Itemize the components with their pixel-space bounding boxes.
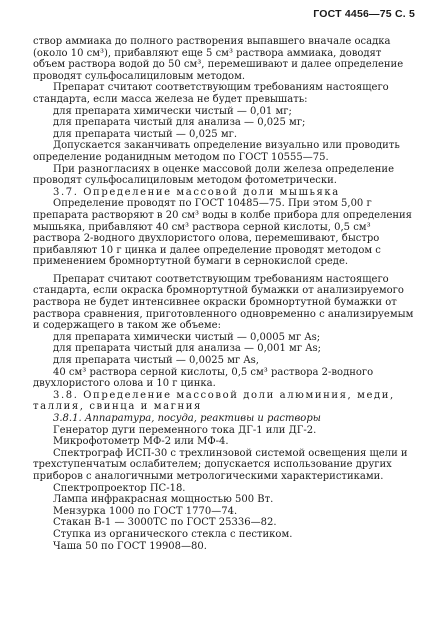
equipment-line: Генератор дуги переменного тока ДГ-1 или ДГ-2. — [53, 424, 317, 436]
equipment-line: Ступка из органического стекла с пестиком. — [53, 528, 293, 540]
paragraph-reagents: 40 см³ раствора серной кислоты, 0,5 см³ раствора 2-водного двухлористого олова и 10 г цинка. — [33, 366, 374, 390]
equipment-line: Лампа инфракрасная мощностью 500 Вт. — [53, 494, 274, 506]
section-heading: 3.7. Определение массовой доли мышьяка — [53, 186, 340, 198]
section-heading: 3.8. Определение массовой доли алюминия, меди, таллия, свинца и магния — [33, 389, 395, 413]
document-body — [33, 36, 414, 552]
paragraph-arsenic-requirement: Препарат считают соответствующим требованиям настоящего стандарта, если окраска бромнортутной бумажки от анализируемого раствора не будет интенсивнее окраски бромнортутной бумажки от раствора сравнения, приготовленного одновременно с анализируемым и содержащего в таком же объеме: — [33, 273, 414, 332]
limit-line: для препарата чистый для анализа — 0,001 мг As; — [53, 343, 321, 355]
limit-line: для препарата чистый — 0,025 мг. — [53, 128, 238, 140]
limit-line: для препарата химически чистый — 0,0005 мг As; — [53, 331, 321, 343]
equipment-line: Стакан В-1 — 3000ТС по ГОСТ 25336—82. — [53, 517, 277, 529]
limit-line: для препарата чистый для анализа — 0,025 мг; — [53, 117, 306, 129]
paragraph-ammonia: створ аммиака до полного растворения выпавшего вначале осадка (около 10 см³), прибавляют еще 5 см³ раствора аммиака, доводят объем раствора водой до 50 см³, перемешивают и далее определение проводят сульфосалициловым методом. — [33, 36, 404, 82]
paragraph-arsenic-method: Определение проводят по ГОСТ 10485—75. При этом 5,00 г препарата растворяют в 20 см³ воды в колбе прибора для определения мышьяка, прибавляют 40 см³ раствора серной кислоты, 0,5 см³ раствора 2-водного двухлористого олова, перемешивают, быстро прибавляют 10 г цинка и далее определение проводят методом с применением бромнортутной бумаги в сернокислой среде. — [33, 198, 412, 268]
paragraph-visual-method: Допускается заканчивать определение визуально или проводить определение роданидным методом по ГОСТ 10555—75. — [33, 140, 400, 163]
equipment-line: Микрофотометр МФ-2 или МФ-4. — [53, 436, 229, 448]
paragraph-iron-requirement: Препарат считают соответствующим требованиям настоящего стандарта, если масса железа не будет превышать: — [33, 82, 389, 105]
paragraph-spectrograph: Спектрограф ИСП-30 с трехлинзовой системой освещения щели и трехступенчатым ослабителем; допускается использование других приборов с аналогичными метрологическими характеристиками. — [33, 447, 408, 482]
equipment-line: Мензурка 1000 по ГОСТ 1770—74. — [53, 505, 238, 517]
paragraph-disagreement: При разногласиях в оценке массовой доли железа определение проводят сульфосалициловым методом фотометрически. — [33, 163, 395, 187]
equipment-line: Чаша 50 по ГОСТ 19908—80. — [53, 540, 207, 552]
subsection-heading: 3.8.1. Аппаратура, посуда, реактивы и растворы — [53, 413, 321, 424]
page-header: ГОСТ 4456—75 С. 5 — [313, 8, 415, 20]
limit-line: для препарата химически чистый — 0,01 мг; — [53, 105, 292, 117]
equipment-line: Спектропроектор ПС-18. — [53, 482, 186, 494]
limit-line: для препарата чистый — 0,0025 мг As, — [53, 355, 259, 367]
